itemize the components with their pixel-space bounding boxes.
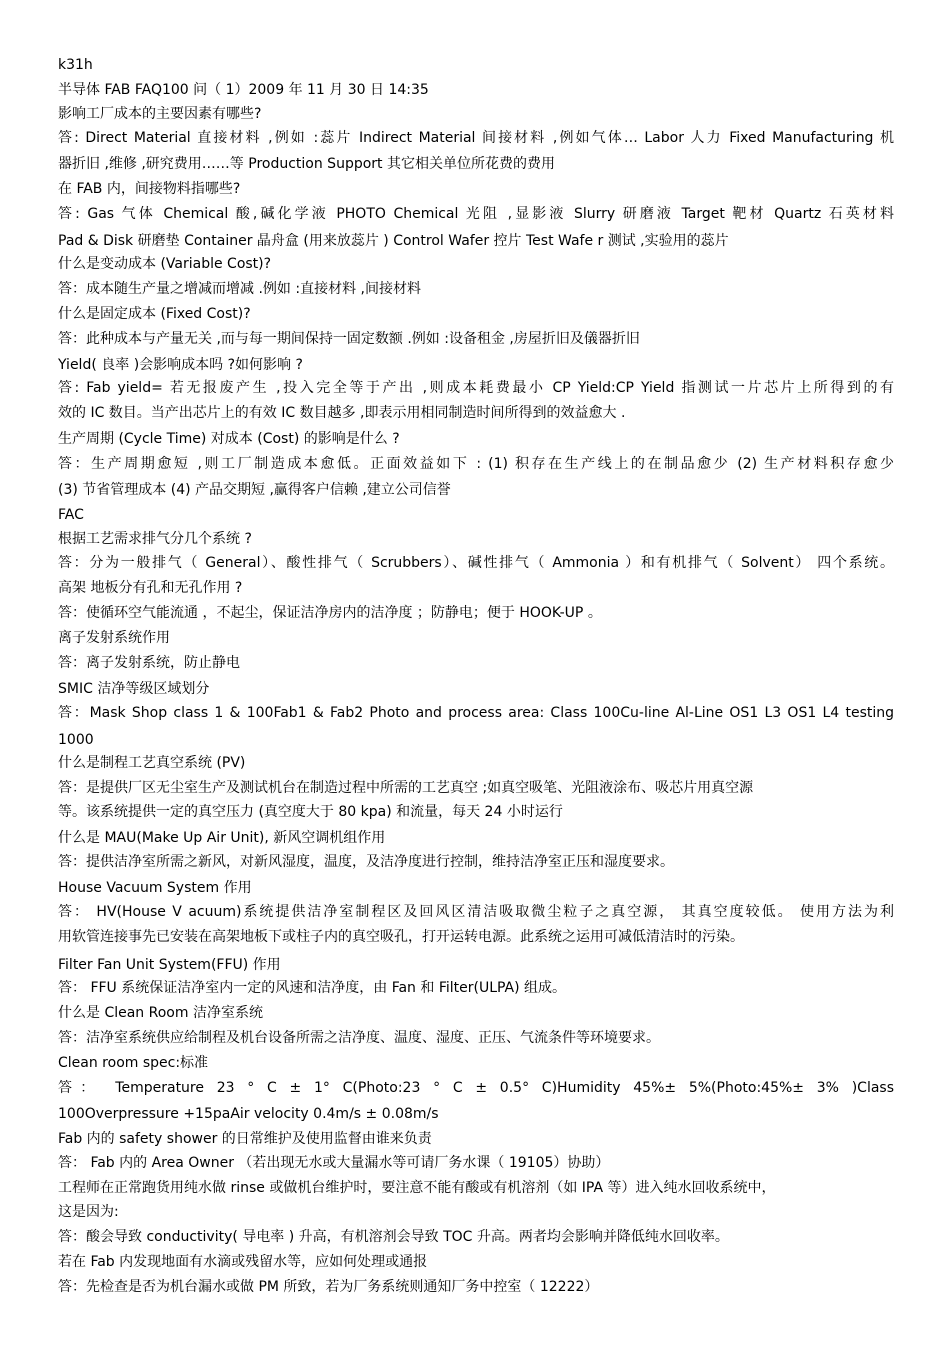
doc-line: 答: Gas 气体 Chemical 酸,碱化学液 PHOTO Chemical 光阻 ,显影液 Slurry 研磨液 Target 靶材 Quartz 石英材料 bbox=[58, 206, 894, 222]
doc-line: 生产周期 (Cycle Time) 对成本 (Cost) 的影响是什么 ? bbox=[58, 431, 400, 447]
doc-line: Yield( 良率 )会影响成本吗 ?如何影响 ? bbox=[58, 357, 303, 373]
doc-line: House Vacuum System 作用 bbox=[58, 880, 252, 896]
doc-line: 若在 Fab 内发现地面有水滴或残留水等，应如何处理或通报 bbox=[58, 1254, 428, 1270]
doc-line: 答：分为一般排气（ General）、酸性排气（ Scrubbers）、碱性排气（ Ammonia ）和有机排气（ Solvent） 四个系统。 bbox=[58, 555, 894, 571]
doc-line: 答：提供洁净室所需之新风，对新风湿度，温度，及洁净度进行控制，维持洁净室正压和湿度要求。 bbox=[58, 854, 674, 870]
doc-line: 什么是变动成本 (Variable Cost)? bbox=[58, 256, 272, 272]
doc-line: 答：Mask Shop class 1 & 100Fab1 & Fab2 Photo and process area: Class 100Cu-line Al-Line OS1 L3 OS1 L4 testing bbox=[58, 705, 894, 721]
doc-line: k31h bbox=[58, 57, 93, 73]
doc-line: 答：使循环空气能流通 ，不起尘，保证洁净房内的洁净度 ；防静电；便于 HOOK-UP 。 bbox=[58, 605, 602, 621]
doc-line: 答： HV(House V acuum)系统提供洁净室制程区及回风区清洁吸取微尘粒子之真空源， 其真空度较低。 使用方法为利 bbox=[58, 904, 894, 920]
doc-line: 答： FFU 系统保证洁净室内一定的风速和洁净度，由 Fan 和 Filter(ULPA) 组成。 bbox=[58, 980, 567, 996]
doc-line: 离子发射系统作用 bbox=[58, 630, 170, 646]
doc-line: 器折旧 ,维修 ,研究费用……等 Production Support 其它相关单位所花费的费用 bbox=[58, 156, 555, 172]
doc-line: 半导体 FAB FAQ100 问（ 1）2009 年 11 月 30 日 14:35 bbox=[58, 82, 429, 98]
doc-line: 100Overpressure +15paAir velocity 0.4m/s ± 0.08m/s bbox=[58, 1106, 439, 1122]
doc-line: 答：洁净室系统供应给制程及机台设备所需之洁净度、温度、湿度、正压、气流条件等环境要求。 bbox=[58, 1030, 660, 1046]
doc-line: Fab 内的 safety shower 的日常维护及使用监督由谁来负责 bbox=[58, 1131, 432, 1147]
doc-line: 什么是制程工艺真空系统 (PV) bbox=[58, 755, 246, 771]
doc-line: 用软管连接事先已安装在高架地板下或柱子内的真空吸孔，打开运转电源。此系统之运用可减低清洁时的污染。 bbox=[58, 929, 744, 945]
doc-line: FAC bbox=[58, 507, 84, 523]
doc-line: 影响工厂成本的主要因素有哪些? bbox=[58, 106, 262, 122]
doc-line: 这是因为: bbox=[58, 1204, 119, 1220]
doc-line: Pad & Disk 研磨垫 Container 晶舟盒 (用来放蕊片 ) Control Wafer 控片 Test Wafe r 测试 ,实验用的蕊片 bbox=[58, 233, 729, 249]
doc-line: 答： Fab 内的 Area Owner （若出现无水或大量漏水等可请厂务水课（ 19105）协助） bbox=[58, 1155, 610, 1171]
doc-line: 答：离子发射系统，防止静电 bbox=[58, 655, 240, 671]
doc-line: 答：酸会导致 conductivity( 导电率 ) 升高，有机溶剂会导致 TOC 升高。两者均会影响并降低纯水回收率。 bbox=[58, 1229, 729, 1245]
doc-line: (3) 节省管理成本 (4) 产品交期短 ,赢得客户信赖 ,建立公司信誉 bbox=[58, 482, 451, 498]
doc-line: 什么是 MAU(Make Up Air Unit), 新风空调机组作用 bbox=[58, 830, 386, 846]
doc-line: 答：此种成本与产量无关 ,而与每一期间保持一固定数额 .例如 :设备租金 ,房屋折旧及儀器折旧 bbox=[58, 331, 640, 347]
doc-line: Clean room spec:标准 bbox=[58, 1055, 209, 1071]
doc-line: SMIC 洁净等级区域划分 bbox=[58, 681, 210, 697]
doc-line: Filter Fan Unit System(FFU) 作用 bbox=[58, 957, 281, 973]
doc-line: 答：先检查是否为机台漏水或做 PM 所致，若为厂务系统则通知厂务中控室（ 12222） bbox=[58, 1279, 599, 1295]
doc-line: 答：成本随生产量之增减而增减 .例如 :直接材料 ,间接材料 bbox=[58, 281, 421, 297]
doc-line: 根据工艺需求排气分几个系统 ? bbox=[58, 531, 252, 547]
doc-line: 等。该系统提供一定的真空压力 (真空度大于 80 kpa) 和流量，每天 24 小时运行 bbox=[58, 804, 563, 820]
doc-line: 答： Temperature 23 ° C ± 1° C(Photo:23 ° C ± 0.5° C)Humidity 45%± 5%(Photo:45%± 3% )Class bbox=[58, 1080, 894, 1096]
doc-line: 在 FAB 内，间接物料指哪些? bbox=[58, 181, 241, 197]
doc-line: 什么是固定成本 (Fixed Cost)? bbox=[58, 306, 251, 322]
doc-line: 答：生产周期愈短 ,则工厂制造成本愈低。正面效益如下 : (1) 积存在生产线上的在制品愈少 (2) 生产材料积存愈少 bbox=[58, 456, 894, 472]
doc-line: 答: Direct Material 直接材料 ,例如 :蕊片 Indirect Material 间接材料 ,例如气体… Labor 人力 Fixed Manufacturing 机 bbox=[58, 130, 894, 146]
doc-line: 1000 bbox=[58, 732, 94, 748]
doc-line: 工程师在正常跑货用纯水做 rinse 或做机台维护时，要注意不能有酸或有机溶剂（如 IPA 等）进入纯水回收系统中， bbox=[58, 1180, 776, 1196]
doc-line: 答：是提供厂区无尘室生产及测试机台在制造过程中所需的工艺真空 ;如真空吸笔、光阻液涂布、吸芯片用真空源 bbox=[58, 780, 754, 796]
doc-line: 效的 IC 数目。当产出芯片上的有效 IC 数目越多 ,即表示用相同制造时间所得到的效益愈大 . bbox=[58, 405, 626, 421]
doc-line: 高架 地板分有孔和无孔作用 ? bbox=[58, 580, 243, 596]
doc-line: 什么是 Clean Room 洁净室系统 bbox=[58, 1005, 263, 1021]
doc-line: 答: Fab yield= 若无报废产生 ,投入完全等于产出 ,则成本耗费最小 CP Yield:CP Yield 指测试一片芯片上所得到的有 bbox=[58, 380, 894, 396]
